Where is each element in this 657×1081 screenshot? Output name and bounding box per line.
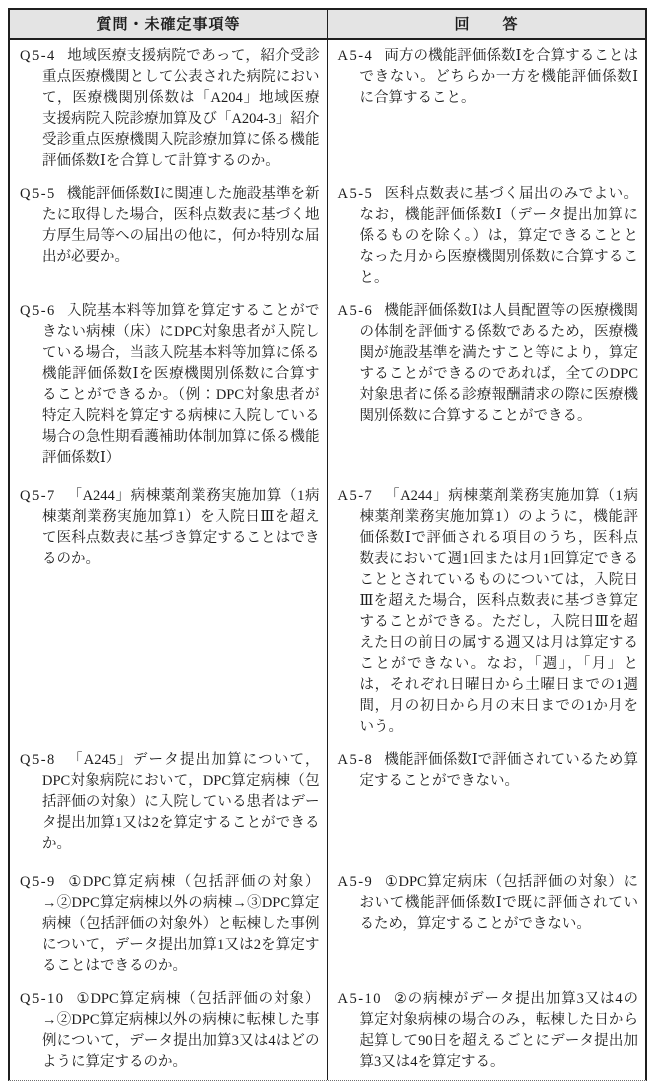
question-text: ①DPC算定病棟（包括評価の対象）→②DPC算定病棟以外の病棟に転棟した事例について，データ提出加算3又は4はどのように算定するのか。 <box>42 991 320 1071</box>
question-cell <box>10 480 328 744</box>
answer-cell <box>328 983 646 1079</box>
qa-row-q5-8 <box>10 744 645 866</box>
answer-paragraph <box>338 750 639 792</box>
answer-cell <box>328 40 646 178</box>
answer-cell <box>328 744 646 866</box>
answer-paragraph <box>338 184 639 289</box>
answer-number: A5-9 <box>337 874 374 891</box>
answer-cell <box>328 178 646 295</box>
answer-paragraph <box>338 872 639 935</box>
qa-row-q5-6 <box>10 295 645 480</box>
answer-text: ①DPC算定病床（包括評価の対象）において機能評価係数Ⅰで既に評価されているため，算定することができない。 <box>359 874 638 933</box>
question-cell <box>10 178 328 295</box>
question-number: Q5-7 <box>20 488 56 505</box>
question-number: Q5-8 <box>20 752 56 769</box>
answer-number: A5-4 <box>337 48 374 64</box>
question-number: Q5-4 <box>20 48 56 64</box>
question-cell <box>10 866 328 983</box>
answer-number: A5-6 <box>337 303 374 320</box>
answer-cell <box>328 866 646 983</box>
question-paragraph <box>20 46 320 172</box>
question-number: Q5-9 <box>20 874 56 891</box>
question-paragraph <box>20 486 320 570</box>
answer-paragraph <box>338 989 639 1073</box>
question-text: 入院基本料等加算を算定することができない病棟（床）にDPC対象患者が入院している場合，当該入院基本料等加算に係る機能評価係数Ⅰを医療機関別係数に合算することができるか。（例：DPC対象患者が特定入院料を算定する病棟に入院している場合の急性期看護補助体制加算に係る機能評価係数Ⅰ） <box>42 303 320 467</box>
question-text: ①DPC算定病棟（包括評価の対象）→②DPC算定病棟以外の病棟→③DPC算定病棟（包括評価の対象外）と転棟した事例について，データ提出加算1又は2を算定することはできるのか。 <box>42 874 320 975</box>
question-number: Q5-5 <box>20 186 56 203</box>
answer-text: ②の病棟がデータ提出加算3又は4の算定対象病棟の場合のみ，転棟した日から起算して90日を超えるごとにデータ提出加算3又は4を算定する。 <box>359 991 638 1071</box>
question-paragraph <box>20 301 320 469</box>
question-text: 「A245」データ提出加算について，DPC対象病院において，DPC算定病棟（包括評価の対象）に入院している患者はデータ提出加算1又は2を算定することができるか。 <box>42 752 320 853</box>
qa-row-q5-4 <box>10 40 645 178</box>
answer-text: 「A244」病棟薬剤業務実施加算（1病棟薬剤業務実施加算1）のように，機能評価係数Ⅰで評価される項目のうち，医科点数表において週1回または月1回算定できることとされているものについては，入院日Ⅲを超えた場合，医科点数表に基づき算定することができる。ただし，入院日Ⅲを超えた日の前日の属する週又は月は算定することができない。なお，「週」，「月」とは，それぞれ日曜日から土曜日までの1週間，月の初日から月の末日までの1か月をいう。 <box>359 488 638 736</box>
question-text: 「A244」病棟薬剤業務実施加算（1病棟薬剤業務実施加算1）を入院日Ⅲを超えて医科点数表に基づき算定することはできるのか。 <box>42 488 320 568</box>
answer-number: A5-8 <box>337 752 374 769</box>
question-number: Q5-10 <box>20 991 65 1008</box>
qa-row-q5-7 <box>10 480 645 744</box>
question-number: Q5-6 <box>20 303 56 320</box>
question-cell <box>10 983 328 1079</box>
answer-number: A5-7 <box>337 488 374 505</box>
qa-table <box>8 8 647 1081</box>
question-text: 機能評価係数Ⅰに関連した施設基準を新たに取得した場合，医科点数表に基づく地方厚生局等への届出の他に，何か特別な届出が必要か。 <box>42 186 320 266</box>
answer-number: A5-10 <box>337 991 383 1008</box>
answer-number: A5-5 <box>337 186 374 203</box>
answer-paragraph <box>338 486 639 738</box>
answer-text: 機能評価係数Ⅰで評価されているため算定することができない。 <box>359 752 638 790</box>
header-answer-column: 回 答 <box>454 16 519 33</box>
answer-text: 機能評価係数Ⅰは人員配置等の医療機関の体制を評価する係数であるため，医療機関が施設基準を満たすこと等により，算定することができるのであれば，全てのDPC対象患者に係る診療報酬請求の際に医療機関別係数に合算することができる。 <box>359 303 638 425</box>
table-header-row <box>10 10 645 40</box>
answer-paragraph <box>338 301 639 427</box>
qa-row-q5-9 <box>10 866 645 983</box>
question-paragraph <box>20 750 320 855</box>
question-cell <box>10 40 328 178</box>
header-question-column: 質問・未確定事項等 <box>10 10 328 38</box>
question-text: 地域医療支援病院であって，紹介受診重点医療機関として公表された病院において，医療機関別係数は「A204」地域医療支援病院入院診療加算及び「A204-3」紹介受診重点医療機関入院診療加算に係る機能評価係数Ⅰを合算して計算するのか。 <box>42 48 320 170</box>
answer-cell <box>328 480 646 744</box>
question-cell <box>10 295 328 480</box>
question-paragraph <box>20 872 320 977</box>
question-paragraph <box>20 989 320 1073</box>
qa-row-q5-10 <box>10 983 645 1079</box>
answer-paragraph <box>338 46 639 109</box>
question-cell <box>10 744 328 866</box>
qa-row-q5-5 <box>10 178 645 295</box>
answer-text: 両方の機能評価係数Ⅰを合算することはできない。どちらか一方を機能評価係数Ⅰに合算すること。 <box>359 48 638 107</box>
answer-text: 医科点数表に基づく届出のみでよい。なお，機能評価係数Ⅰ（データ提出加算に係るものを除く。）は，算定できることとなった月から医療機関別係数に合算すること。 <box>359 186 638 287</box>
question-paragraph <box>20 184 320 268</box>
answer-cell <box>328 295 646 480</box>
